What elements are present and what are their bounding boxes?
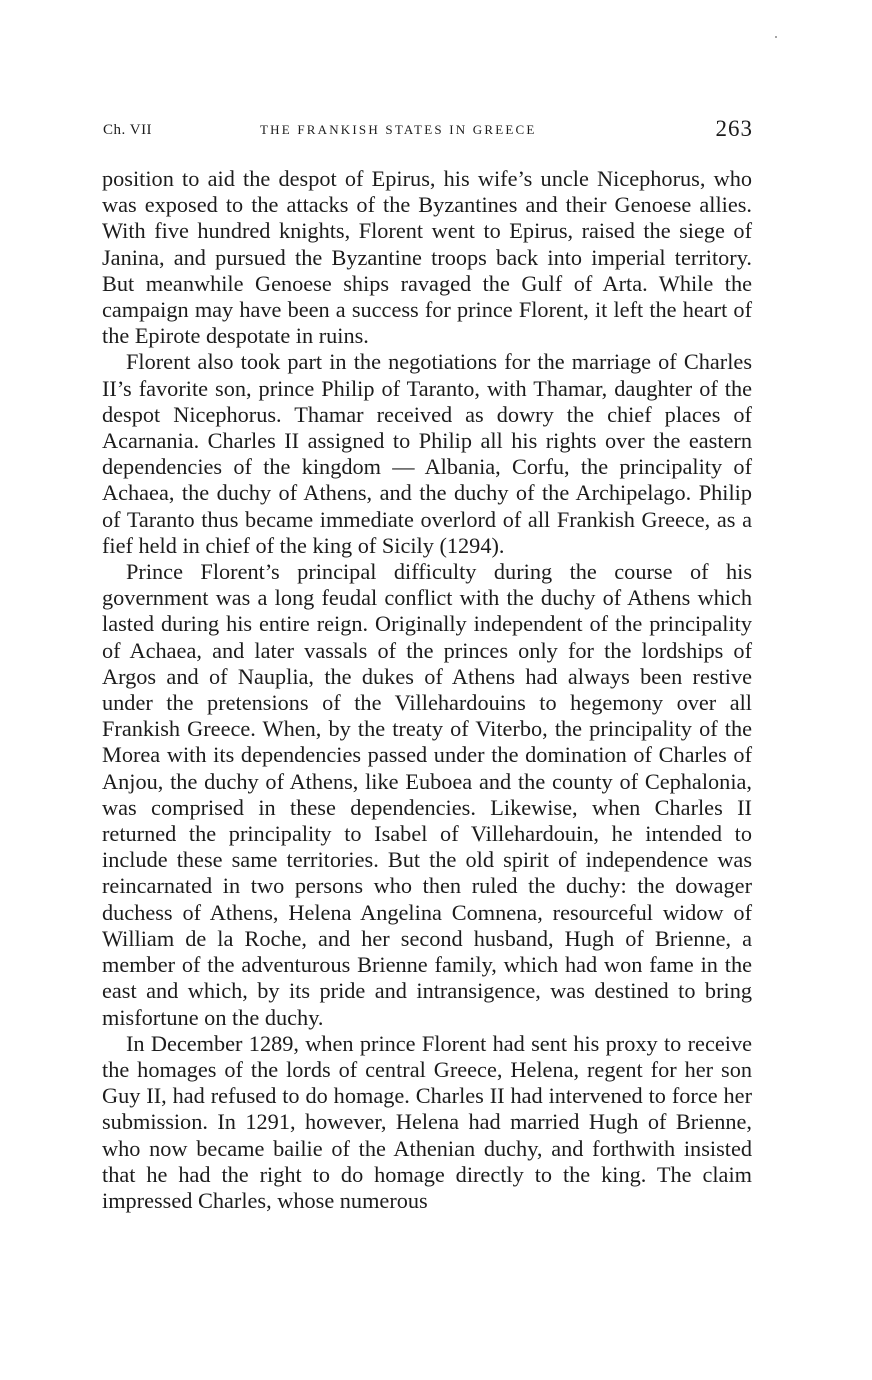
paragraph: Florent also took part in the negotiations for the marriage of Charles II’s favorite son, prince Philip of Taranto, with Thamar, daughter of the despot Nicephorus. Thamar received as dowry the chief places of Acarnania. Charles II assigned to Philip all his rights over the eastern dependencies of the kingdom — Albania, Corfu, the principality of Achaea, the duchy of Athens, and the duchy of the Archipelago. Philip of Taranto thus became immediate overlord of all Frankish Greece, as a fief held in chief of the king of Sicily (1294). — [102, 349, 752, 558]
paragraph: position to aid the despot of Epirus, his wife’s uncle Nicephorus, who was exposed to the attacks of the Byzantines and their Genoese allies. With five hundred knights, Florent went to Epirus, raised the siege of Janina, and pursued the Byzantine troops back into imperial territory. But meanwhile Genoese ships ravaged the Gulf of Arta. While the campaign may have been a success for prince Florent, it left the heart of the Epirote despotate in ruins. — [102, 166, 752, 349]
running-title: THE FRANKISH STATES IN GREECE — [260, 122, 537, 137]
page-number: 263 — [715, 116, 753, 141]
paragraph: Prince Florent’s principal difficulty during the course of his government was a long feudal conflict with the duchy of Athens which lasted during his entire reign. Originally independent of the principality of Achaea, and later vassals of the princes only for the lordships of Argos and of Nauplia, the dukes of Athens had always been restive under the pretensions of the Villehardouins to hegemony over all Frankish Greece. When, by the treaty of Viterbo, the principality of the Morea with its dependencies passed under the domination of Charles of Anjou, the duchy of Athens, like Euboea and the county of Cephalonia, was comprised in these dependencies. Likewise, when Charles II returned the principality to Isabel of Villehardouin, he intended to include these same territories. But the old spirit of independence was reincarnated in two persons who then ruled the duchy: the dowager duchess of Athens, Helena Angelina Comnena, resourceful widow of William de la Roche, and her second husband, Hugh of Brienne, a member of the adventurous Brienne family, which had won fame in the east and which, by its pride and intransigence, was destined to bring misfortune on the duchy. — [102, 559, 752, 1030]
body-text — [102, 166, 752, 1214]
stray-ink-mark — [775, 36, 777, 38]
chapter-label: Ch. VII — [103, 122, 153, 138]
paragraph: In December 1289, when prince Florent had sent his proxy to receive the homages of the lords of central Greece, Helena, regent for her son Guy II, had refused to do homage. Charles II had intervened to force her submission. In 1291, however, Helena had married Hugh of Brienne, who now became bailie of the Athenian duchy, and forthwith insisted that he had the right to do homage directly to the king. The claim impressed Charles, whose numerous — [102, 1030, 752, 1213]
running-head — [103, 118, 753, 148]
